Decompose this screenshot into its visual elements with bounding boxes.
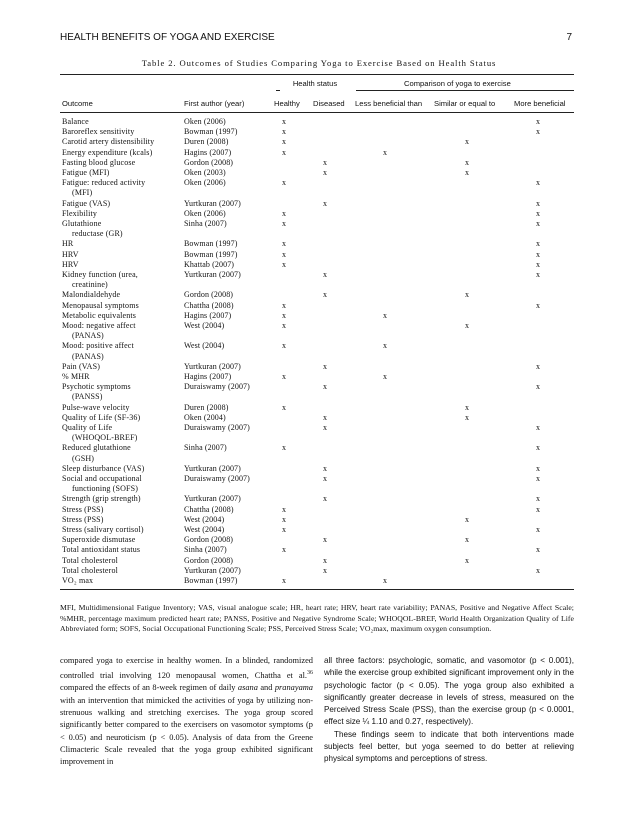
healthy-mark: x [282,310,286,320]
author-cell: Duren (2008) [184,402,229,412]
outcome-cell-continuation: (WHOQOL-BREF) [72,433,138,443]
table-row [0,382,638,392]
table-row-continuation [0,484,638,494]
author-cell: Duraiswamy (2007) [184,423,250,432]
healthy-mark: x [282,219,286,228]
table-row [0,239,638,249]
healthy-mark: x [282,178,286,188]
outcome-cell: Kidney function (urea, [62,270,138,279]
outcome-cell: HRV [62,249,79,259]
outcome-cell: Social and occupational [62,474,142,483]
author-cell: Bowman (1997) [184,239,238,249]
healthy-mark: x [282,249,286,259]
diseased-mark: x [323,157,327,167]
table-row [0,556,638,566]
healthy-mark: x [282,117,286,126]
diseased-mark: x [323,565,327,575]
less-mark: x [383,341,387,351]
table-row [0,301,638,311]
more-mark: x [536,463,540,473]
less-mark: x [383,147,387,157]
author-cell: Yurtkuran (2007) [184,494,241,504]
author-cell: Yurtkuran (2007) [184,361,241,371]
header-diseased: Diseased [313,99,345,108]
outcome-cell: Stress (PSS) [62,514,104,524]
outcome-cell: Total cholesterol [62,565,118,575]
table-row [0,137,638,147]
author-cell: Yurtkuran (2007) [184,565,241,575]
outcome-cell: Strength (grip strength) [62,494,141,504]
similar-mark: x [465,402,469,412]
header-first-author: First author (year) [184,99,245,108]
table-row [0,199,638,209]
more-mark: x [536,208,540,218]
header-bottom-rule [60,112,574,113]
author-cell: West (2004) [184,525,225,534]
outcome-cell-continuation: reductase (GR) [72,229,123,239]
table-row-continuation [0,454,638,464]
outcome-cell: Pulse-wave velocity [62,402,130,412]
page-number: 7 [566,32,572,43]
body-left-column [60,655,313,768]
header-similar: Similar or equal to [434,99,496,108]
more-mark: x [536,494,540,504]
more-mark: x [536,361,540,371]
diseased-mark: x [323,168,327,177]
outcome-cell: Stress (PSS) [62,504,104,514]
healthy-mark: x [282,208,286,218]
similar-mark: x [465,412,469,422]
diseased-mark: x [323,198,327,208]
more-mark: x [536,504,540,514]
author-cell: Hagins (2007) [184,372,232,381]
author-cell: Oken (2003) [184,168,226,177]
table-row-continuation [0,280,638,290]
outcome-cell: VO₂ max [62,576,94,585]
healthy-mark: x [282,504,286,514]
outcome-cell: Fatigue (MFI) [62,168,110,177]
healthy-mark: x [282,576,286,585]
table-row [0,158,638,168]
outcome-cell-continuation: (PANAS) [72,351,104,361]
author-cell: Yurtkuran (2007) [184,198,241,208]
author-cell: Hagins (2007) [184,147,232,157]
more-mark: x [536,198,540,208]
less-mark: x [383,576,387,585]
body-paragraph: all three factors: psychologic, somatic, and vasomotor (p < 0.001), while the exercise group exhibited significant improvement only in the psychologic factor (p < 0.05). The yoga group also exhibited a significantly greater decrease in levels of stress, measured on the Perceived Stress Scale (PSS), than the exercise group (p < 0.0001, effect size ¼ 1.10 and 0.27, respectively). [324,656,574,727]
outcome-cell: Stress (salivary cortisol) [62,525,144,534]
healthy-mark: x [282,443,286,453]
outcome-cell-continuation: (PANSS) [72,392,103,402]
table-row [0,270,638,280]
comparison-underline [356,90,574,91]
healthy-mark: x [282,239,286,249]
author-cell: Bowman (1997) [184,576,238,585]
diseased-mark: x [323,361,327,371]
author-cell: Oken (2006) [184,178,226,188]
diseased-mark: x [323,423,327,432]
outcome-cell: Reduced glutathione [62,443,131,453]
table-row [0,148,638,158]
author-cell: Yurtkuran (2007) [184,463,241,473]
table-row [0,474,638,484]
author-cell: Bowman (1997) [184,249,238,259]
outcome-cell: Malondialdehyde [62,290,121,300]
healthy-mark: x [282,514,286,524]
diseased-mark: x [323,463,327,473]
table-row [0,311,638,321]
table-row [0,260,638,270]
citation-36: 36 [307,670,313,677]
author-cell: Oken (2004) [184,412,226,422]
author-cell: Sinha (2007) [184,443,227,453]
table-row [0,505,638,515]
healthy-mark: x [282,372,286,381]
more-mark: x [536,545,540,555]
author-cell: Gordon (2008) [184,290,234,300]
diseased-mark: x [323,474,327,483]
outcome-cell-continuation: (GSH) [72,453,95,463]
table-row [0,178,638,188]
author-cell: Gordon (2008) [184,555,234,565]
table-row [0,423,638,433]
table-row [0,321,638,331]
less-mark: x [383,310,387,320]
more-mark: x [536,423,540,432]
outcome-cell-continuation: (PANAS) [72,331,104,341]
author-cell: West (2004) [184,321,225,330]
author-cell: Bowman (1997) [184,127,238,137]
more-mark: x [536,178,540,188]
healthy-mark: x [282,259,286,269]
table-row [0,576,638,586]
more-mark: x [536,474,540,483]
more-mark: x [536,259,540,269]
header-more-beneficial: More beneficial [514,99,566,108]
table-footnote: MFI, Multidimensional Fatigue Inventory; VAS, visual analogue scale; HR, heart rate; HRV, heart rate variability; PANAS, Positive and Negative Affect Scale; %MHR, percentage maximum predicted heart rate; PANSS, Positive and Negative Syndrome Scale; WHOQOL-BREF, World Health Organization Quality of Life Abbreviated form; SOFS, Social Occupational Functioning Scale; PSS, Perceived Stress Scale; VO₂max, maximum oxygen consumption. [60,603,574,634]
table-top-rule [60,74,574,75]
author-cell: Khattab (2007) [184,259,235,269]
outcome-cell: Sleep disturbance (VAS) [62,463,145,473]
outcome-cell: Metabolic equivalents [62,310,137,320]
table-row [0,566,638,576]
table-caption: Table 2. Outcomes of Studies Comparing Yoga to Exercise Based on Health Status [141,58,497,68]
outcome-cell: Flexibility [62,208,97,218]
healthy-mark: x [282,545,286,555]
outcome-cell: Total antioxidant status [62,545,141,555]
body-paragraph: compared yoga to exercise in healthy women. In a blinded, randomized controlled trial involving 120 menopausal women, Chattha et al.$^{36}$ compared the effects of an 8-week regimen of daily asana and pranayama with an intervention that mimicked the activities of yoga by utilizing non-strenuous walking and stretching exercises. The yoga group scored significantly better compared to the exercisers on vasomotor symptoms (p < 0.05) and neuroticism (p < 0.05). Analysis of data from the Greene Climacteric Scale revealed that the yoga group exhibited significant improvement in [60,656,313,767]
table-bottom-rule [60,589,574,590]
outcome-cell: Superoxide dismutase [62,535,136,545]
table-row [0,515,638,525]
table-row [0,403,638,413]
outcome-cell: Mood: negative affect [62,321,136,330]
similar-mark: x [465,137,469,147]
less-mark: x [383,372,387,381]
outcome-cell-continuation: creatinine) [72,280,108,290]
author-cell: West (2004) [184,341,225,351]
similar-mark: x [465,535,469,545]
healthy-mark: x [282,127,286,137]
table-row [0,219,638,229]
outcome-cell: % MHR [62,372,90,381]
healthy-mark: x [282,321,286,330]
term-asana: asana [237,683,258,693]
table-row [0,413,638,423]
header-comparison: Comparison of yoga to exercise [404,79,511,88]
similar-mark: x [465,321,469,330]
outcome-cell: Psychotic symptoms [62,382,131,392]
table-row-continuation [0,352,638,362]
more-mark: x [536,382,540,392]
more-mark: x [536,117,540,126]
term-pranayama: pranayama [274,683,313,693]
author-cell: Duraiswamy (2007) [184,382,250,392]
table-row [0,341,638,351]
table-row [0,464,638,474]
more-mark: x [536,239,540,249]
body-right-column [324,655,574,766]
table-row [0,362,638,372]
outcome-cell: HR [62,239,74,249]
diseased-mark: x [323,412,327,422]
header-healthy: Healthy [274,99,300,108]
table-row [0,290,638,300]
outcome-cell: Fatigue: reduced activity [62,178,146,188]
author-cell: Oken (2006) [184,117,226,126]
more-mark: x [536,270,540,279]
author-cell: Gordon (2008) [184,535,234,545]
similar-mark: x [465,157,469,167]
table-row [0,535,638,545]
author-cell: Gordon (2008) [184,157,234,167]
table-row [0,250,638,260]
running-header-title: HEALTH BENEFITS OF YOGA AND EXERCISE [60,32,275,43]
diseased-mark: x [323,555,327,565]
outcome-cell: Fatigue (VAS) [62,198,111,208]
table-row-continuation [0,331,638,341]
healthy-mark: x [282,137,286,147]
outcome-cell: Energy expenditure (kcals) [62,147,153,157]
healthy-mark: x [282,525,286,534]
similar-mark: x [465,514,469,524]
author-cell: Sinha (2007) [184,219,227,228]
outcome-cell-continuation: (MFI) [72,188,93,198]
table-row [0,545,638,555]
author-cell: West (2004) [184,514,225,524]
diseased-mark: x [323,382,327,392]
running-header [60,32,572,43]
table-row-continuation [0,188,638,198]
outcome-cell: Menopausal symptoms [62,300,139,310]
diseased-mark: x [323,270,327,279]
outcome-cell-continuation: functioning (SOFS) [72,484,139,494]
table-row [0,127,638,137]
more-mark: x [536,249,540,259]
author-cell: Yurtkuran (2007) [184,270,241,279]
table-row-continuation [0,433,638,443]
table-row [0,372,638,382]
outcome-cell: Quality of Life [62,423,113,432]
more-mark: x [536,525,540,534]
outcome-cell: Total cholesterol [62,555,118,565]
healthy-mark: x [282,402,286,412]
author-cell: Sinha (2007) [184,545,227,555]
table-row-continuation [0,392,638,402]
healthy-mark: x [282,300,286,310]
healthy-mark: x [282,341,286,351]
outcome-cell: Carotid artery distensibility [62,137,155,147]
similar-mark: x [465,555,469,565]
outcome-cell: Fasting blood glucose [62,157,136,167]
author-cell: Chattha (2008) [184,504,234,514]
outcome-cell: Baroreflex sensitivity [62,127,135,137]
table-row [0,117,638,127]
health-status-underline [276,90,280,91]
more-mark: x [536,127,540,137]
table-row [0,525,638,535]
author-cell: Duren (2008) [184,137,229,147]
table-row [0,443,638,453]
header-outcome: Outcome [62,99,93,108]
body-paragraph: These findings seem to indicate that both interventions made subjects feel better, but yoga seemed to do better at relieving physical symptoms and perceptions of stress. [324,729,574,764]
outcome-cell: Pain (VAS) [62,361,101,371]
author-cell: Oken (2006) [184,208,226,218]
similar-mark: x [465,290,469,300]
diseased-mark: x [323,290,327,300]
outcome-cell: Mood: positive affect [62,341,134,351]
table-row [0,209,638,219]
more-mark: x [536,443,540,453]
outcome-cell: Glutathione [62,219,102,228]
outcome-cell: Quality of Life (SF-36) [62,412,141,422]
outcome-cell: Balance [62,117,89,126]
healthy-mark: x [282,147,286,157]
table-row-continuation [0,229,638,239]
outcome-cell: HRV [62,259,79,269]
table-row [0,494,638,504]
similar-mark: x [465,168,469,177]
more-mark: x [536,565,540,575]
author-cell: Hagins (2007) [184,310,232,320]
diseased-mark: x [323,535,327,545]
diseased-mark: x [323,494,327,504]
author-cell: Duraiswamy (2007) [184,474,250,483]
header-health-status: Health status [292,79,338,88]
more-mark: x [536,219,540,228]
author-cell: Chattha (2008) [184,300,234,310]
more-mark: x [536,300,540,310]
header-less-beneficial: Less beneficial than [355,99,423,108]
table-row [0,168,638,178]
